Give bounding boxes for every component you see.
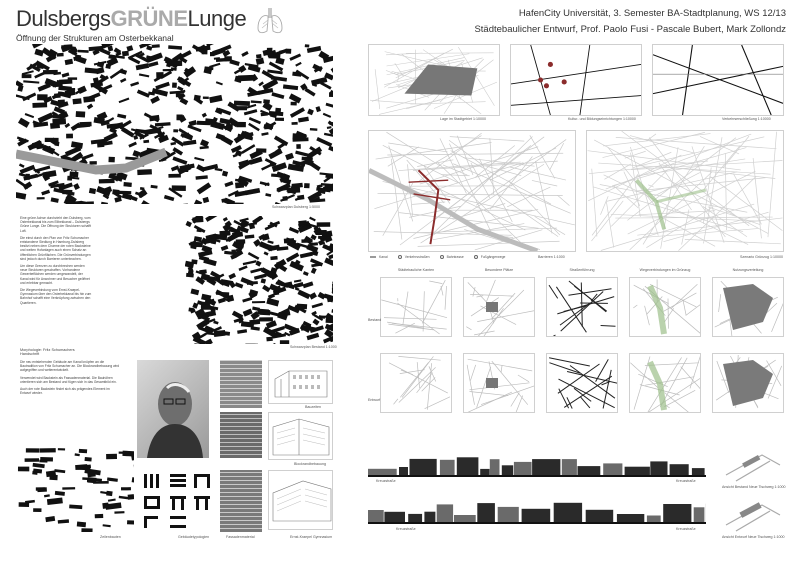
morph-paragraph-2: Verwendet wird Backstein als Fassadenmaterial. Die Bauhöhen orientieren sich am Bestand und fügen sich in das Gesamtbild ein. [20,375,117,384]
blockrand-sketch [268,360,333,404]
right-caption-b: Kreuzstraße [676,527,696,531]
analysis-map-cell [380,277,452,337]
grid-column-header: Wegeverbindungen im Grünzug [639,268,691,272]
legend-verkehr [398,255,430,259]
authors-line: Städtebaulicher Entwurf, Prof. Paolo Fusi - Pascale Bubert, Mark Zollondz [474,24,786,35]
blockrand-zeilen-map [16,448,134,532]
grid-column-header: Straßenführung [569,268,595,272]
gebaeude-caption: Gebäudetypologien [178,535,210,539]
intro-paragraph-4: Die Wegeverbindung vom Ernst-Kraepel-Gymnasium über den Osterbekkanal bis hin zum Bahnhof schafft eine Verknüpfung zwischen den Quartieren. [20,288,92,305]
schwarzplan-bestand-map [185,216,333,344]
analysis-grid [380,277,784,413]
lage-caption: Lage im Stadtgebiet 1:10000 [440,117,486,121]
analysis-map-cell [463,277,535,337]
ansicht-entwurf-plan [722,495,784,533]
szenario-caption: Szenario Grünzug 1:10000 [740,255,783,259]
blockzeilen-caption: Zeilenbauten [100,535,121,539]
poster-subtitle: Öffnung der Strukturen am Osterbekkanal [16,33,174,43]
facade-caption: Fassadenmaterial [226,535,255,539]
facade-tile-3 [220,470,262,532]
schwarzplan-caption: Schwarzplan Dulsberg 1:5000 [272,205,320,209]
grid-column-header: Städtebauliche Kanten [397,268,435,272]
barrieren-map [368,130,576,252]
intro-paragraph-2: Die einst durch den Plan von Fritz Schumacher entstandene Siedlung in Hamburg-Dulsberg besitzt neben dem Charme der roten Backsteine und weiten Hofanlagen auch einen Schatz an öffentlichen Grünflächen. Die Grünverbindungen sind jedoch durch Barrieren unterbrochen. [20,235,91,261]
legend-bahn [440,255,464,259]
analysis-column-headers [380,268,784,276]
kultur-caption: Kultur- und Bildungseinrichtungen 1:10000 [568,117,636,121]
poster-title [16,6,246,32]
row-label-bestand: Bestand [368,318,382,322]
gymnasium-caption: Ernst-Kraepel Gymnasium [290,535,333,539]
analysis-map-cell [629,277,701,337]
morph-paragraph-3: Auch der rote Backstein findet sich als prägendes Element im Entwurf wieder. [20,387,110,396]
analysis-map-cell [546,277,618,337]
legend-fuss-label: Fußgängerwege [480,255,506,259]
kultur-map [510,44,642,116]
analysis-map-cell [380,353,452,413]
analysis-map-cell [463,353,535,413]
analysis-map-cell [546,353,618,413]
canal-swatch [370,256,376,258]
legend-verkehr-label: Verkehrsstraßen [404,255,430,259]
analysis-map-cell [712,353,784,413]
title-part3: Lunge [187,6,247,31]
barrieren-caption: Barrieren 1:1000 [538,255,565,259]
legend-fuss [474,255,506,259]
morph-paragraph-1: Die neu entstehenden Gebäude am Kanal knüpfen an die Bautradition von Fritz Schumacher an. Die Blockrandbebauung wird aufgegriffen und weiterentwickelt. [20,360,120,373]
facade-tile-2 [220,412,262,458]
elevation-bestand [368,455,706,477]
legend-kanal-label: Kanal [379,255,388,259]
fuss-symbol [474,255,478,259]
intro-paragraph-1: Eine grüne Achse durchzieht den Dulsberg, vom Osterbekkanal bis zum Eilbekkanal – Dulsbergs Grüne Lunge. Die Öffnung der Strukturen schafft Luft. [20,216,91,233]
map-legend [370,255,505,259]
row-label-entwurf: Entwurf [368,398,381,402]
intro-text [20,216,92,308]
ansicht-bestand-plan [722,445,784,483]
morphology-title: Morphologie: Fritz Schumachers Handschrift [20,348,75,357]
ansicht-bestand-caption: Ansicht Bestand Neue Tischweg 1:1000 [722,485,786,489]
gymnasium-sketch [268,470,333,530]
schwarzplan-bestand-caption: Schwarzplan Bestand 1:1000 [290,345,337,349]
ansicht-entwurf-caption: Ansicht Entwurf Neue Tischweg 1:1000 [722,535,785,539]
analysis-map-cell [712,277,784,337]
institution-line: HafenCity Universität, 3. Semester BA-Stadtplanung, WS 12/13 [518,8,786,19]
bahn-symbol [440,255,444,259]
strasse-entwurf-caption: Kreuzstraße [396,527,416,531]
facade-tile-1 [220,360,262,408]
verkehr-symbol [398,255,402,259]
intro-paragraph-3: Um diese Grenzen zu durchbrechen werden neue Strukturen geschaffen. Vorhandene Gewerbeflächen werden umgewandelt, der Kanal wird für Anwohner und Besucher geöffnet und erlebbar gemacht. [20,264,90,285]
elevation-entwurf [368,500,706,524]
szenario-map [586,130,784,252]
analysis-map-cell [629,353,701,413]
lage-map [368,44,500,116]
blockrand-caption: Blockrandbebauung [294,462,326,466]
legend-bahn-label: Bahntrasse [446,255,464,259]
legend-kanal [370,255,388,259]
blockrand-perspective [268,412,333,460]
right-caption-a: Kreuzstraße [676,479,696,483]
strasse-bestand-caption: Kreuzstraße [376,479,396,483]
portrait-photo [137,360,209,458]
title-part1: Dulsbergs [16,6,111,31]
lung-icon [256,6,284,36]
grid-column-header: Nutzungsverteilung [732,268,764,272]
grid-column-header: Besondere Plätze [484,268,514,272]
typology-pictograms [140,470,214,530]
schwarzplan-map [16,44,333,204]
bauzeiten-caption: Bauzeiten [305,405,321,409]
morphology-text [20,360,120,398]
verkehr-caption: Verkehrserschließung 1:10000 [722,117,771,121]
title-part2: GRÜNE [110,6,188,31]
verkehr-map [652,44,784,116]
